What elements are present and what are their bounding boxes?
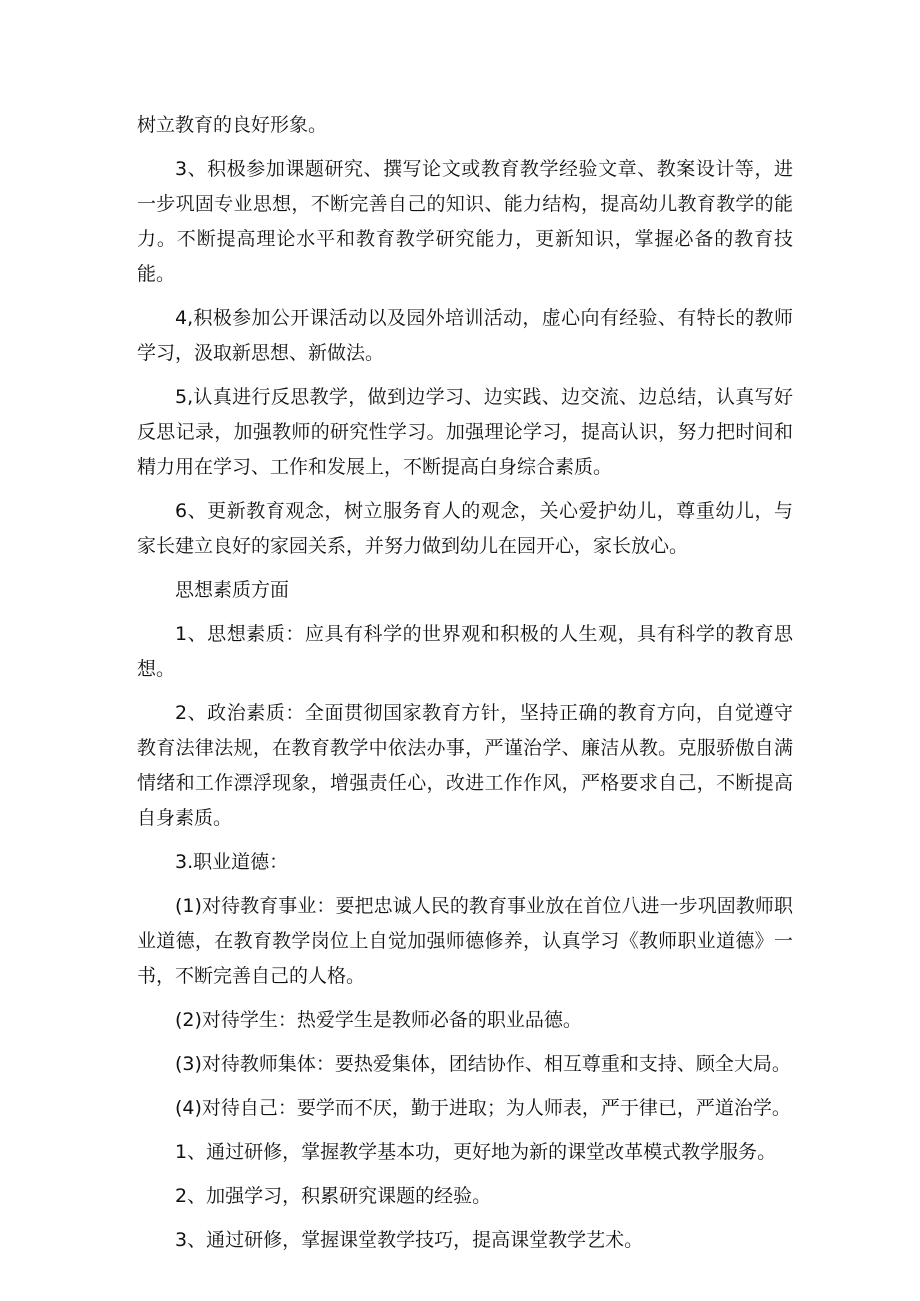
paragraph-ethics-heading: 3.职业道德： <box>175 851 289 873</box>
paragraph-goal-1: 1、通过研修，掌握教学基本功，更好地为新的课堂改革模式教学服务。 <box>175 1141 777 1163</box>
paragraph-ethics-1: (1)对待教育事业：要把忠诚人民的教育事业放在首位八进一步巩固教师职业道德，在教育教学岗位上自觉加强师德修养，认真学习《教师职业道德》一书，不断完善自己的人格。 <box>137 895 793 987</box>
paragraph-item-6: 6、更新教育观念，树立服务育人的观念，关心爱护幼儿，尊重幼儿，与家长建立良好的家园关系，并努力做到幼儿在园开心，家长放心。 <box>137 500 793 557</box>
paragraph-ethics-2: (2)对待学生：热爱学生是教师必备的职业品德。 <box>175 1009 582 1031</box>
paragraph-ethics-4: (4)对待自己：要学而不厌，勤于进取；为人师表，严于律已，严道治学。 <box>175 1097 791 1119</box>
paragraph-ethics-3: (3)对待教师集体：要热爱集体，团结协作、相互尊重和支持、顾全大局。 <box>175 1053 791 1075</box>
paragraph-politics: 2、政治素质：全面贯彻国家教育方针，坚持正确的教育方向，自觉遵守教育法律法规，在教育教学中依法办事，严谨治学、廉洁从教。克服骄傲自满情绪和工作漂浮现象，增强责任心，改进工作作风，严格要求自己，不断提高自身素质。 <box>137 702 793 829</box>
paragraph-item-4: 4,积极参加公开课活动以及园外培训活动，虚心向有经验、有特长的教师学习，汲取新思想、新做法。 <box>137 307 793 364</box>
paragraph-goal-2: 2、加强学习，积累研究课题的经验。 <box>175 1185 492 1207</box>
paragraph-item-3: 3、积极参加课题研究、撰写论文或教育教学经验文章、教案设计等，进一步巩固专业思想，不断完善自己的知识、能力结构，提高幼儿教育教学的能力。不断提高理论水平和教育教学研究能力，更新知识，掌握必备的教育技能。 <box>137 158 793 285</box>
section-heading: 思想素质方面 <box>175 579 290 601</box>
paragraph-item-5: 5,认真进行反思教学，做到边学习、边实践、边交流、边总结，认真写好反思记录，加强教师的研究性学习。加强理论学习，提高认识，努力把时间和精力用在学习、工作和发展上，不断提高白身综合素质。 <box>137 386 793 478</box>
document-body <box>137 108 793 1267</box>
paragraph-ideology: 1、思想素质：应具有科学的世界观和积极的人生观，具有科学的教育思想。 <box>137 623 793 680</box>
paragraph-goal-3: 3、通过研修，掌握课堂教学技巧，提高课堂教学艺术。 <box>175 1229 644 1251</box>
paragraph-continuation: 树立教育的良好形象。 <box>137 114 328 136</box>
